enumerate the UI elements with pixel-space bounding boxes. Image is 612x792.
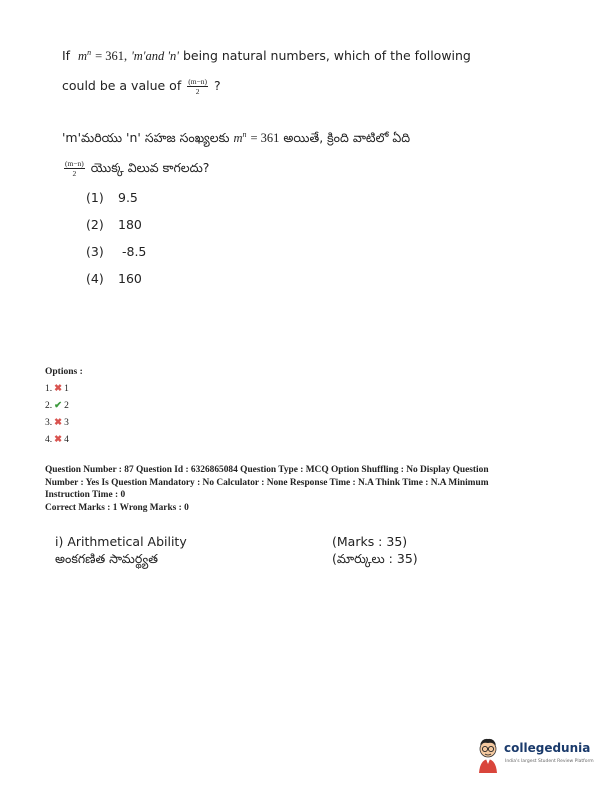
question-metadata: Question Number : 87 Question Id : 6326865084 Question Type : MCQ Option Shuffling : No Display Question Number : Yes Is Question Mandatory : No Calculator : None Response Time : N.A Think Time : N.A Minimum Instruction Time : 0 Correct Marks : 1 Wrong Marks : 0 xyxy=(45,465,489,513)
cross-icon: ✖ xyxy=(54,418,63,428)
cross-icon: ✖ xyxy=(54,435,63,445)
collegedunia-logo xyxy=(474,736,604,776)
mascot-icon xyxy=(474,736,504,774)
check-icon: ✔ xyxy=(54,401,63,411)
answer-options xyxy=(86,184,146,292)
question-en-line1: If $m^n = 361$, 'm'and 'n' being natural numbers, which of the following xyxy=(62,48,471,64)
question-telugu xyxy=(62,120,542,183)
fraction: $\frac{(m-n)}{2}$ xyxy=(188,77,208,97)
question-english xyxy=(62,38,542,101)
answer-option: (2) 180 xyxy=(86,217,142,232)
option-item: 4. ✖ 4 xyxy=(45,435,69,445)
question-te-line1: 'm'మరియు 'n' సహజ సంఖ్యలకు $m^n = 361$ అయితే, క్రింది వాటిలో ఏది xyxy=(62,130,411,146)
section-title-en: i) Arithmetical Ability xyxy=(55,534,187,549)
section-marks: (Marks : 35) (మార్కులు : 35) xyxy=(332,534,418,566)
cross-icon: ✖ xyxy=(54,384,63,394)
question-en-line2: could be a value of $\frac{(m-n)}{2}$ ? xyxy=(62,77,221,97)
answer-option: (4) 160 xyxy=(86,271,142,286)
answer-option: (1) 9.5 xyxy=(86,190,138,205)
fraction: $\frac{(m-n)}{2}$ xyxy=(65,159,84,179)
logo-name: collegedunia xyxy=(504,741,591,755)
section-header xyxy=(55,533,455,567)
options-title: Options : xyxy=(45,367,83,377)
option-item: 1. ✖ 1 xyxy=(45,384,69,394)
question-te-line2: $\frac{(m-n)}{2}$ యొక్క విలువ కాగలదు? xyxy=(65,159,210,179)
logo-tagline: India's largest Student Review Platform xyxy=(505,759,594,764)
option-item: 2. ✔ 2 xyxy=(45,401,69,411)
answer-option: (3) -8.5 xyxy=(86,244,147,259)
option-item: 3. ✖ 3 xyxy=(45,418,69,428)
section-title-te: అంకగణిత సామర్థ్యత xyxy=(55,551,158,566)
options-block xyxy=(45,364,83,449)
